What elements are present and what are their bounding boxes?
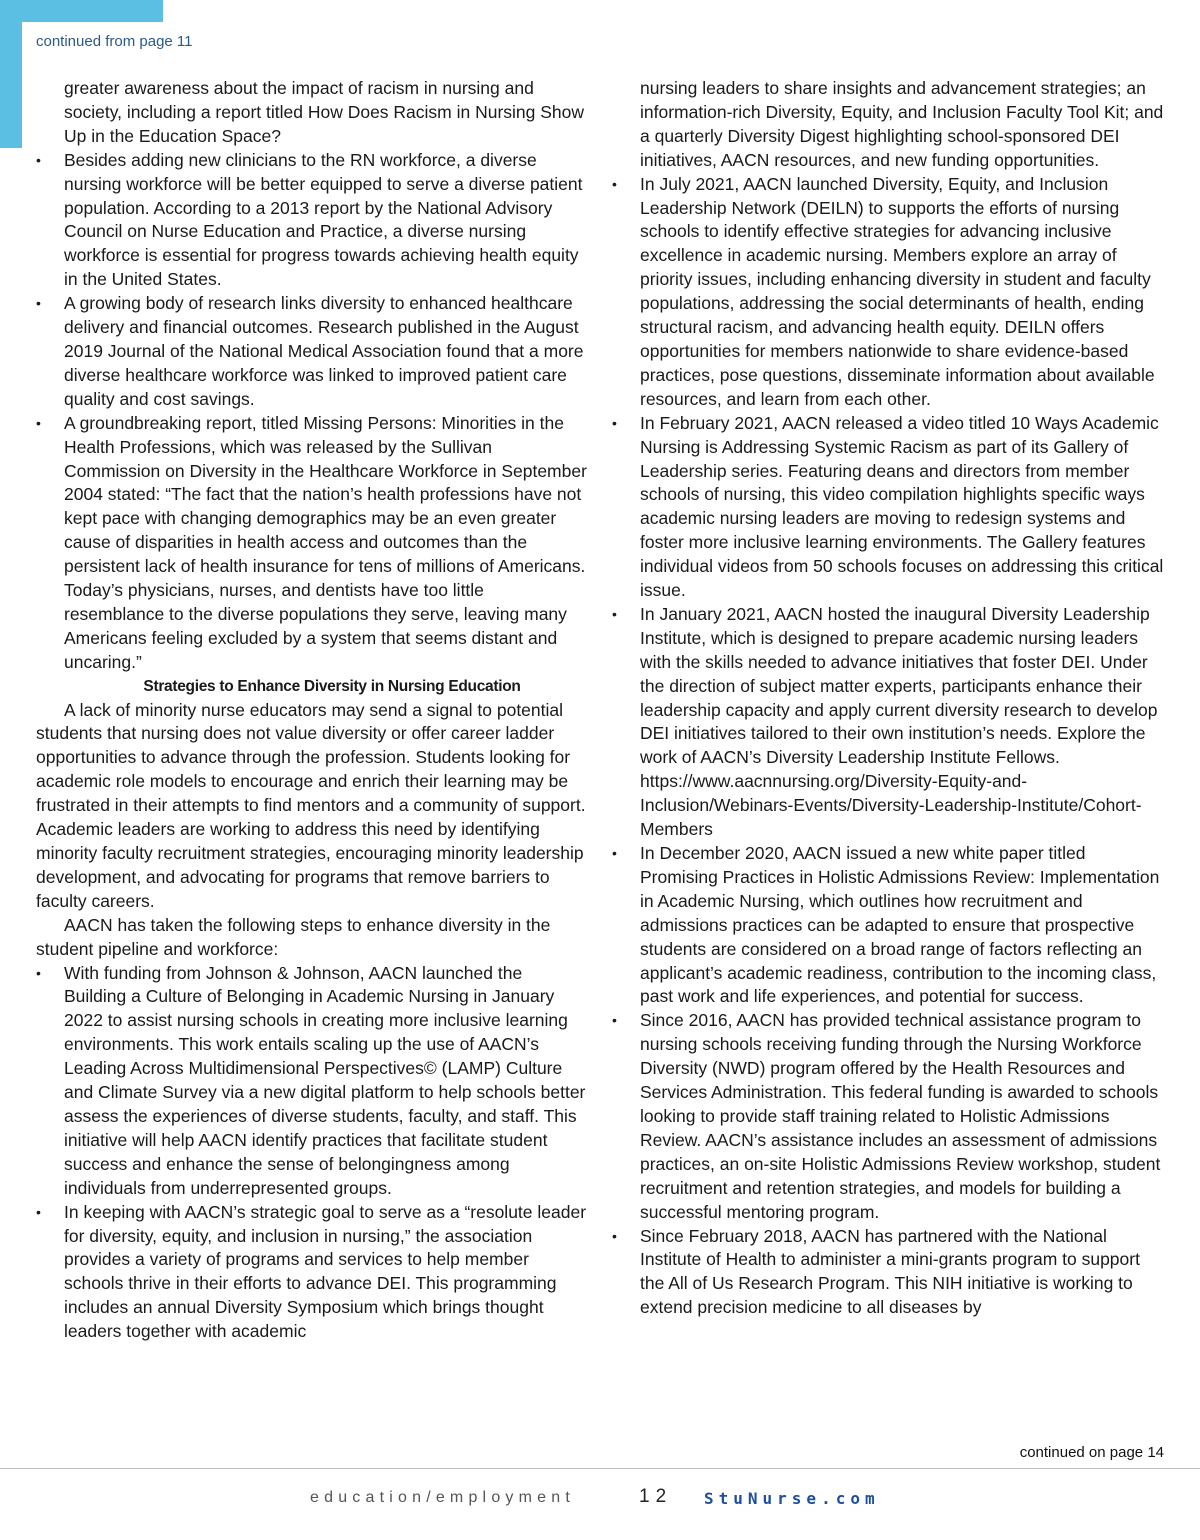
list-item: • In February 2021, AACN released a video titled 10 Ways Academic Nursing is Addressing Systemic Racism as part of its Gallery of Leadership series. Featuring deans and directors from member schools of nursing, this video compilation highlights specific ways academic nursing leaders are moving to redesign systems and foster more inclusive learning environments. The Gallery features individual videos from 50 schools focuses on addressing this critical issue.	[612, 412, 1168, 603]
page-number: 12	[639, 1486, 673, 1507]
list-item: • In January 2021, AACN hosted the inaugural Diversity Leadership Institute, which is designed to prepare academic nursing leaders with the skills needed to advance initiatives that foster DEI. Under the direction of subject matter experts, participants enhance their leadership capacity and apply current diversity research to develop DEI initiatives tailored to their own institution’s needs. Explore the work of AACN’s Diversity Leadership Institute Fellows. https://www.aacnnursing.org/Diversity-Equity-and-Inclusion/Webinars-Events/Diversity-Leadership-Institute/Cohort-Members	[612, 603, 1168, 842]
accent-bar	[0, 0, 22, 148]
brand-logo: StuNurse.com	[704, 1489, 880, 1508]
section-subheading: Strategies to Enhance Diversity in Nursing Education	[143, 677, 521, 695]
continued-from-label: continued from page 11	[36, 33, 193, 50]
left-opening-fragment: greater awareness about the impact of racism in nursing and society, including a report titled How Does Racism in Nursing Show Up in the Education Space?	[64, 78, 585, 146]
body-paragraph: A lack of minority nurse educators may send a signal to potential students that nursing does not value diversity or offer career ladder opportunities to advance through the profession. Students looking for academic role models to encourage and enrich their learning may be frustrated in their attempts to find mentors and a community of support. Academic leaders are working to address this need by identifying minority faculty recruitment strategies, encouraging minority leadership development, and advocating for programs that remove barriers to faculty careers.	[36, 699, 586, 911]
body-paragraph: AACN has taken the following steps to enhance diversity in the student pipeline and workforce:	[36, 914, 551, 959]
list-item: • Besides adding new clinicians to the RN workforce, a diverse nursing workforce will be better equipped to serve a diverse patient population. According to a 2013 report by the National Advisory Council on Nurse Education and Practice, a diverse nursing workforce is essential for progress towards achieving health equity in the United States.	[36, 149, 588, 292]
list-item: • In July 2021, AACN launched Diversity, Equity, and Inclusion Leadership Network (DEILN) to supports the efforts of nursing schools to identify effective strategies for advancing inclusive excellence in academic nursing. Members explore an array of priority issues, including enhancing diversity in student and faculty populations, addressing the social determinants of health, ending structural racism, and advancing health equity. DEILN offers opportunities for members nationwide to share evidence-based practices, pose questions, disseminate information about available resources, and learn from each other.	[612, 173, 1168, 412]
left-column	[36, 77, 588, 1344]
list-item: • Since February 2018, AACN has partnered with the National Institute of Health to administer a mini-grants program to support the All of Us Research Program. This NIH initiative is working to extend precision medicine to all diseases by	[612, 1225, 1168, 1321]
continued-on-label: continued on page 14	[1019, 1444, 1164, 1461]
list-item: • In keeping with AACN’s strategic goal to serve as a “resolute leader for diversity, equity, and inclusion in nursing,” the association provides a variety of programs and services to help member schools thrive in their efforts to advance DEI. This programming includes an annual Diversity Symposium which brings thought leaders together with academic	[36, 1201, 588, 1344]
right-bullet-list	[612, 173, 1168, 1321]
list-item: • With funding from Johnson & Johnson, AACN launched the Building a Culture of Belonging in Academic Nursing in January 2022 to assist nursing schools in creating more inclusive learning environments. This work entails scaling up the use of AACN’s Leading Across Multidimensional Perspectives© (LAMP) Culture and Climate Survey via a new digital platform to help schools better assess the experiences of diverse students, faculty, and staff. This initiative will help AACN identify practices that facilitate student success and enhance the sense of belongingness among individuals from underrepresented groups.	[36, 962, 588, 1201]
footer-section-label: education/employment	[310, 1489, 575, 1506]
list-item: • In December 2020, AACN issued a new white paper titled Promising Practices in Holistic Admissions Review: Implementation in Academic Nursing, which outlines how recruitment and admissions practices can be adapted to ensure that prospective students are considered on a broad range of factors reflecting an applicant’s academic readiness, contribution to the incoming class, past work and life experiences, and potential for success.	[612, 842, 1168, 1009]
footer-divider	[0, 1468, 1200, 1469]
right-column	[612, 77, 1168, 1320]
right-opening-fragment: nursing leaders to share insights and advancement strategies; an information-rich Diversity, Equity, and Inclusion Faculty Tool Kit; and a quarterly Diversity Digest highlighting school-sponsored DEI initiatives, AACN resources, and new funding opportunities.	[640, 78, 1164, 170]
list-item: • A growing body of research links diversity to enhanced healthcare delivery and financial outcomes. Research published in the August 2019 Journal of the National Medical Association found that a more diverse healthcare workforce was linked to improved patient care quality and cost savings.	[36, 292, 588, 412]
left-bullet-list-1	[36, 149, 588, 675]
list-item: • A groundbreaking report, titled Missing Persons: Minorities in the Health Professions, which was released by the Sullivan Commission on Diversity in the Healthcare Workforce in September 2004 stated: “The fact that the nation’s health professions have not kept pace with changing demographics may be an even greater cause of disparities in health access and outcomes than the persistent lack of health insurance for tens of millions of Americans. Today’s physicians, nurses, and dentists have too little resemblance to the diverse populations they serve, leaving many Americans feeling excluded by a system that seems distant and uncaring.”	[36, 412, 588, 675]
accent-tab	[0, 0, 163, 22]
list-item: • Since 2016, AACN has provided technical assistance program to nursing schools receiving funding through the Nursing Workforce Diversity (NWD) program offered by the Health Resources and Services Administration. This federal funding is awarded to schools looking to provide staff training related to Holistic Admissions Review. AACN’s assistance includes an assessment of admissions practices, an on-site Holistic Admissions Review workshop, student recruitment and retention strategies, and models for building a successful mentoring program.	[612, 1009, 1168, 1224]
left-bullet-list-2	[36, 962, 588, 1345]
